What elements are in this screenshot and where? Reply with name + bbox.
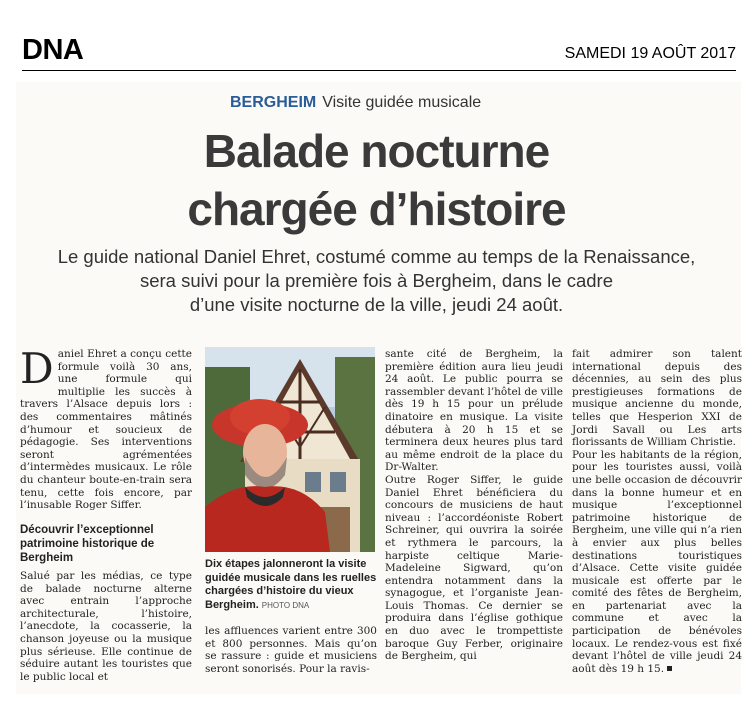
column-2-bottom [205, 625, 377, 675]
column-3 [385, 348, 563, 663]
photo-credit: PHOTO DNA [261, 600, 310, 610]
drop-cap: D [20, 344, 54, 393]
issue-date: SAMEDI 19 AOÛT 2017 [564, 45, 736, 62]
paragraph-first-edition: sante cité de Bergheim, la première édition aura lieu jeudi 24 août. Le public pourra se rassembler devant l’hôtel de ville dès 19 h 15 pour un prélude dinatoire en musique. La visite débutera à 20 h 15 et se terminera deux heures plus tard au même endroit de la place du Dr-Walter. [385, 348, 563, 474]
kicker-rubric: Visite guidée musicale [322, 94, 482, 111]
caption-text: Dix étapes jalonneront la visite guidée musicale dans les ruelles chargées d’histoire du vieux Bergheim. [205, 558, 377, 611]
kicker [230, 94, 481, 112]
paragraph-talent: fait admirer son talent international depuis des décennies, au sein des plus prestigieuses formations de musique ancienne du monde, telles que Hesperion XXI de Jordi Savall ou Les arts florissants de William Christie. [572, 348, 742, 449]
paragraph-affluences: les affluences varient entre 300 et 800 personnes. Mais qu’on se rassure : guide et musiciens seront sonorisés. Pour la ravis- [205, 625, 377, 675]
photo-caption [205, 558, 377, 612]
column-4 [572, 348, 742, 675]
headline-line-1: Balade nocturne [203, 125, 550, 177]
end-mark [667, 666, 672, 671]
subheading: Découvrir l’exceptionnel patrimoine historique de Bergheim [20, 524, 155, 564]
chapo-line-2: sera suivi pour la première fois à Bergheim, dans le cadre [139, 270, 613, 291]
masthead [22, 32, 736, 71]
chapo-line-1: Le guide national Daniel Ehret, costumé comme au temps de la Renaissance, [57, 246, 696, 267]
chapo-line-3: d’une visite nocturne de la ville, jeudi 24 août. [189, 294, 564, 315]
kicker-location: BERGHEIM [230, 94, 317, 111]
paragraph-media: Salué par les médias, ce type de balade nocturne alterne avec entrain l’approche architecturale, l’histoire, l’anecdote, la cocasserie, la chanson joyeuse ou la musique plus sérieuse. Elle continue de séduire autant les touristes que le public local et [20, 570, 192, 683]
photo-guide-in-costume [205, 347, 375, 552]
headline-line-2: chargée d’histoire [187, 183, 566, 235]
column-1-bottom [20, 570, 192, 683]
article-photo [205, 347, 375, 552]
paragraph-intro: aniel Ehret a conçu cette formule voilà 30 ans, une formule qui multiplie les succès à travers l’Alsace depuis lors : des commentaires mâtinés d’humour et soucieux de pédagogie. Ses interventions seront agrémentées d’intermèdes musicaux. Le rôle du chanteur boute-en-train sera tenu, cette fois encore, par l’inusable Roger Siffer. [20, 348, 192, 512]
paragraph-conclusion [572, 449, 742, 676]
column-1-top [20, 344, 192, 512]
newspaper-logo: DNA [22, 34, 84, 66]
paragraph-musicians: Outre Roger Siffer, le guide Daniel Ehret bénéficiera du concours de musiciens de haut niveau : l’accordéoniste Robert Schreiner, qui ouvrira la soirée et rythmera le parcours, la harpiste celtique Marie-Madeleine Sigward, qu’on entendra notamment dans la synagogue, et l’organiste Jean-Louis Thomas. Ce dernier se produira dans l’église gothique en duo avec le trompettiste baroque Guy Ferber, originaire de Bergheim, qui [385, 473, 563, 663]
conclusion-text: Pour les habitants de la région, pour les touristes aussi, voilà une belle occasion de découvrir dans la bonne humeur et en musique l’exceptionnel patrimoine historique de Bergheim, une ville qui n’a rien à envier aux plus belles destinations touristiques d’Alsace. Cette visite guidée musicale est offerte par le comité des fêtes de Bergheim, en partenariat avec la commune et avec la participation de bénévoles locaux. Le rendez-vous est fixé devant l’hôtel de ville jeudi 24 août dès 19 h 15. [572, 448, 742, 675]
